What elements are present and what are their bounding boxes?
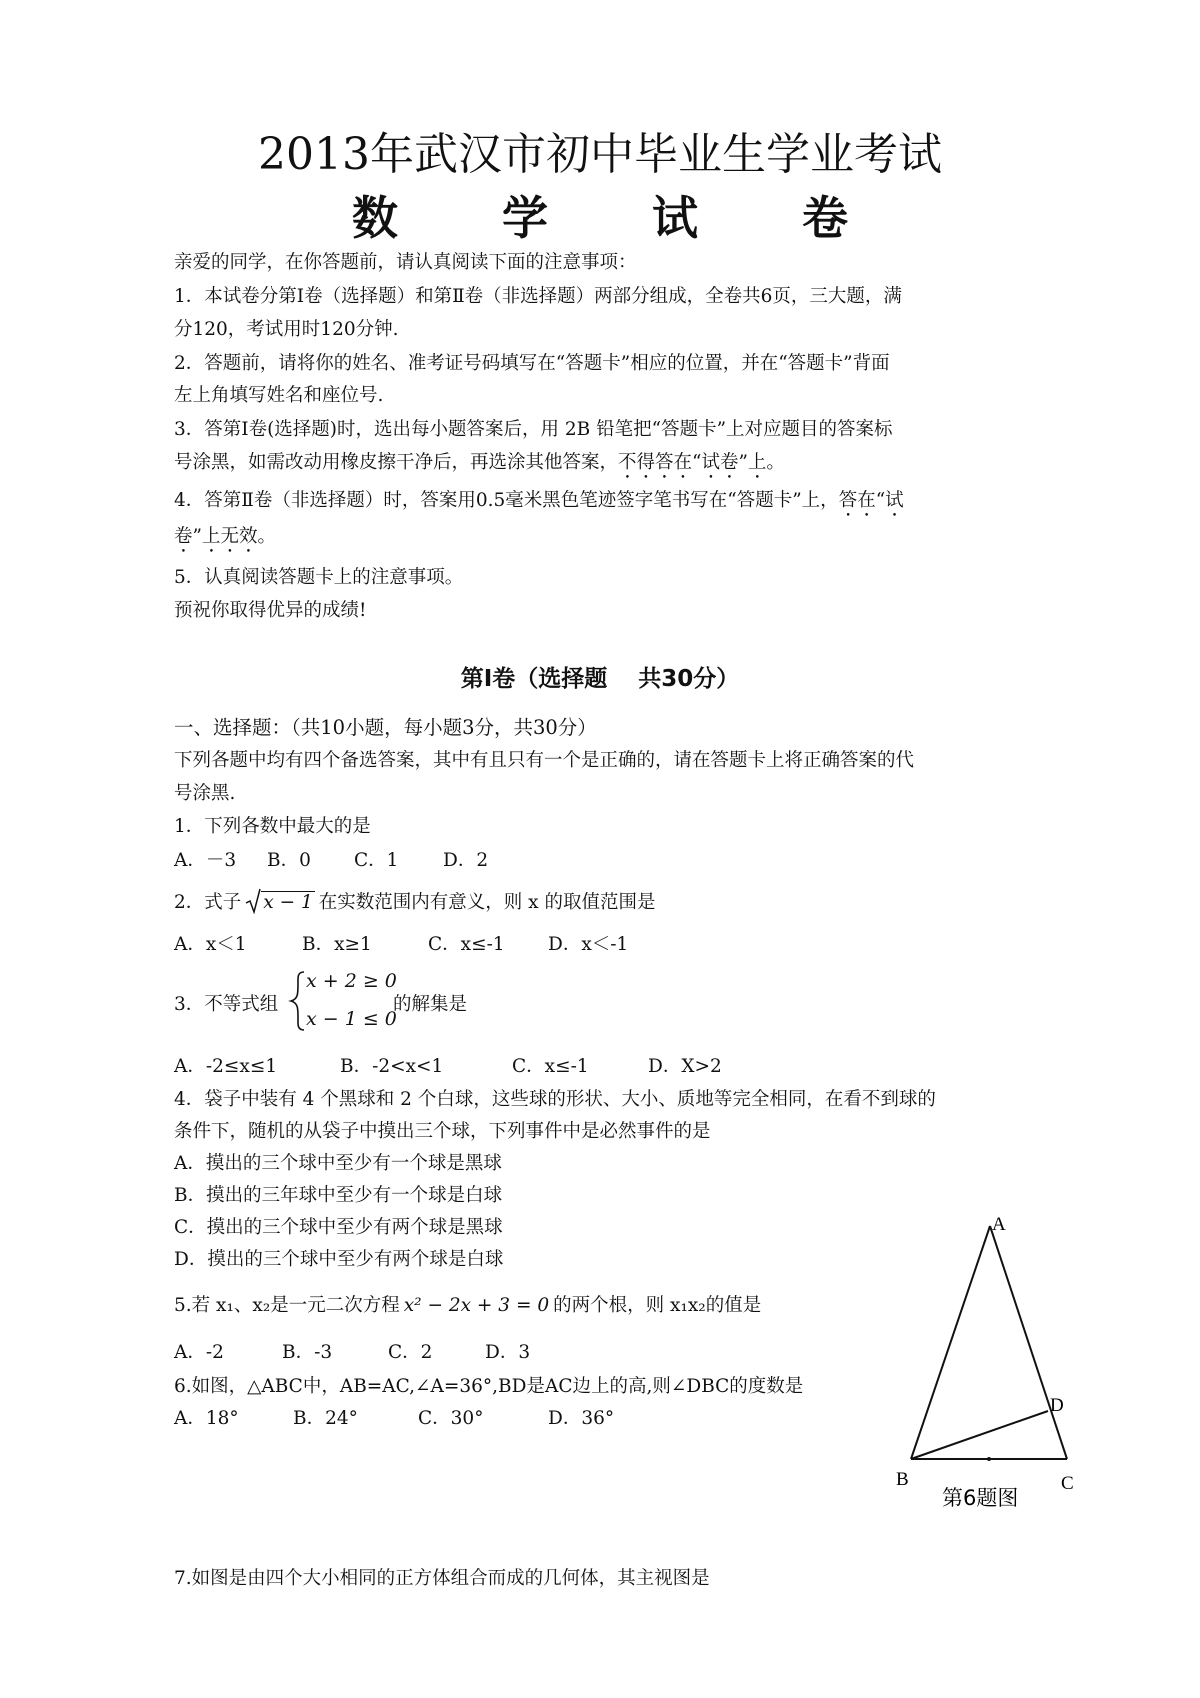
section-heading: 一、选择题：（共10小题，每小题3分，共30分）: [174, 716, 597, 739]
notice-item-2a: 2．答题前，请将你的姓名、准考证号码填写在“答题卡”相应的位置，并在“答题卡”背面: [174, 353, 890, 374]
q7-stem: 7.如图是由四个大小相同的正方体组合而成的几何体，其主视图是: [174, 1568, 710, 1589]
notice-item-4a-text: 4．答第Ⅱ卷（非选择题）时，答案用0.5毫米黑色笔迹签字笔书写在“答题卡”上，: [174, 490, 839, 511]
vertex-label-b: B: [896, 1469, 909, 1490]
q2-stem-post: 在实数范围内有意义，则 x 的取值范围是: [318, 892, 656, 913]
q4-stem-b: 条件下，随机的从袋子中摸出三个球，下列事件中是必然事件的是: [174, 1121, 711, 1142]
q2-stem: [174, 888, 655, 914]
notice-item-4b-tail: 。: [257, 526, 276, 547]
notice-item-3b-emphasis: 不得答在“试卷”上。: [618, 452, 785, 473]
q2-stem-pre: 2．式子: [174, 892, 242, 913]
exam-subtitle: 数 学 试 卷: [351, 191, 893, 245]
q5-stem: [174, 1291, 761, 1317]
notice-item-3b-text: 号涂黑，如需改动用橡皮擦干净后，再选涂其他答案，: [174, 452, 619, 473]
notice-wish: 预祝你取得优异的成绩!: [174, 600, 367, 621]
q3-option-a: A．-2≤x≤1: [174, 1056, 278, 1077]
q2-option-d: D．x＜-1: [548, 934, 629, 955]
sqrt-sign-icon: [245, 888, 261, 914]
q6-stem: 6.如图，△ABC中，AB=AC,∠A=36°,BD是AC边上的高,则∠DBC的度数是: [174, 1376, 804, 1397]
q5-stem-post: 的两个根，则 x₁x₂的值是: [553, 1295, 762, 1316]
q1-option-b: B．0: [267, 850, 311, 871]
notice-item-4a: [174, 486, 904, 521]
q5-option-a: A．-2: [174, 1342, 224, 1363]
notice-item-4b: [174, 522, 276, 557]
section-instructions-a: 下列各题中均有四个备选答案，其中有且只有一个是正确的，请在答题卡上将正确答案的代: [174, 750, 915, 771]
q4-option-b: B．摸出的三年球中至少有一个球是白球: [174, 1185, 503, 1206]
notice-item-4a-emphasis: 答在“试: [838, 490, 904, 511]
q3-option-d: D．X>2: [648, 1056, 722, 1077]
q5-option-b: B．-3: [282, 1342, 333, 1363]
q2-sqrt: [245, 892, 314, 913]
q6-option-d: D．36°: [548, 1408, 615, 1429]
q4-option-c: C．摸出的三个球中至少有两个球是黑球: [174, 1217, 503, 1238]
q1-option-a: A．－3: [174, 850, 237, 871]
notice-item-4b-emphasis: 卷”上无效: [174, 526, 258, 547]
q6-option-c: C．30°: [418, 1408, 484, 1429]
section-title: 第Ⅰ卷（选择题 共30分）: [460, 666, 740, 692]
brace-icon: [288, 970, 308, 1032]
q3-stem-post: 的解集是: [393, 994, 468, 1015]
segment-ab: [911, 1226, 990, 1459]
q6-triangle-figure: [880, 1205, 1090, 1515]
notice-item-1a: 1．本试卷分第Ⅰ卷（选择题）和第Ⅱ卷（非选择题）两部分组成，全卷共6页，三大题，满: [174, 286, 902, 307]
q2-radicand: x − 1: [263, 892, 313, 913]
section-instructions-b: 号涂黑.: [174, 783, 236, 804]
notice-item-3b: [174, 448, 785, 483]
q3-option-b: B．-2<x<1: [340, 1056, 444, 1077]
q5-option-c: C．2: [388, 1342, 433, 1363]
q5-stem-pre: 5.若 x₁、x₂是一元二次方程: [174, 1295, 400, 1316]
q3-inequality-1: x + 2 ≥ 0: [306, 970, 397, 992]
q5-option-d: D．3: [485, 1342, 531, 1363]
q3-stem-pre: 3．不等式组: [174, 994, 279, 1015]
segment-ac: [990, 1226, 1067, 1459]
midpoint-dot: [987, 1457, 991, 1461]
notice-item-3a: 3．答第Ⅰ卷(选择题)时，选出每小题答案后，用 2B 铅笔把“答题卡”上对应题目的答案标: [174, 419, 893, 440]
segment-bd: [911, 1411, 1048, 1459]
q6-option-b: B．24°: [293, 1408, 358, 1429]
q6-option-a: A．18°: [174, 1408, 239, 1429]
q1-stem: 1．下列各数中最大的是: [174, 816, 371, 837]
vertex-label-c: C: [1061, 1473, 1074, 1494]
q4-option-d: D．摸出的三个球中至少有两个球是白球: [174, 1249, 504, 1270]
q3-inequality-2: x − 1 ≤ 0: [306, 1008, 397, 1030]
q4-option-a: A．摸出的三个球中至少有一个球是黑球: [174, 1153, 502, 1174]
q2-option-c: C．x≤-1: [428, 934, 505, 955]
q1-option-c: C．1: [354, 850, 399, 871]
q5-equation: x² − 2x + 3 = 0: [403, 1295, 550, 1316]
q1-option-d: D．2: [443, 850, 489, 871]
exam-title: 2013年武汉市初中毕业生学业考试: [258, 129, 942, 180]
vertex-label-d: D: [1050, 1395, 1064, 1416]
q2-option-a: A．x＜1: [174, 934, 247, 955]
q2-option-b: B．x≥1: [302, 934, 372, 955]
q3-option-c: C．x≤-1: [512, 1056, 589, 1077]
figure-caption: 第6题图: [942, 1486, 1019, 1510]
notice-item-5: 5．认真阅读答题卡上的注意事项。: [174, 567, 464, 588]
q4-stem-a: 4．袋子中装有 4 个黑球和 2 个白球，这些球的形状、大小、质地等完全相同，在看不到球的: [174, 1089, 936, 1110]
notice-item-2b: 左上角填写姓名和座位号.: [174, 385, 384, 406]
vertex-label-a: A: [992, 1214, 1006, 1235]
notice-intro: 亲爱的同学，在你答题前，请认真阅读下面的注意事项：: [174, 252, 637, 273]
notice-item-1b: 分120，考试用时120分钟.: [174, 319, 399, 340]
